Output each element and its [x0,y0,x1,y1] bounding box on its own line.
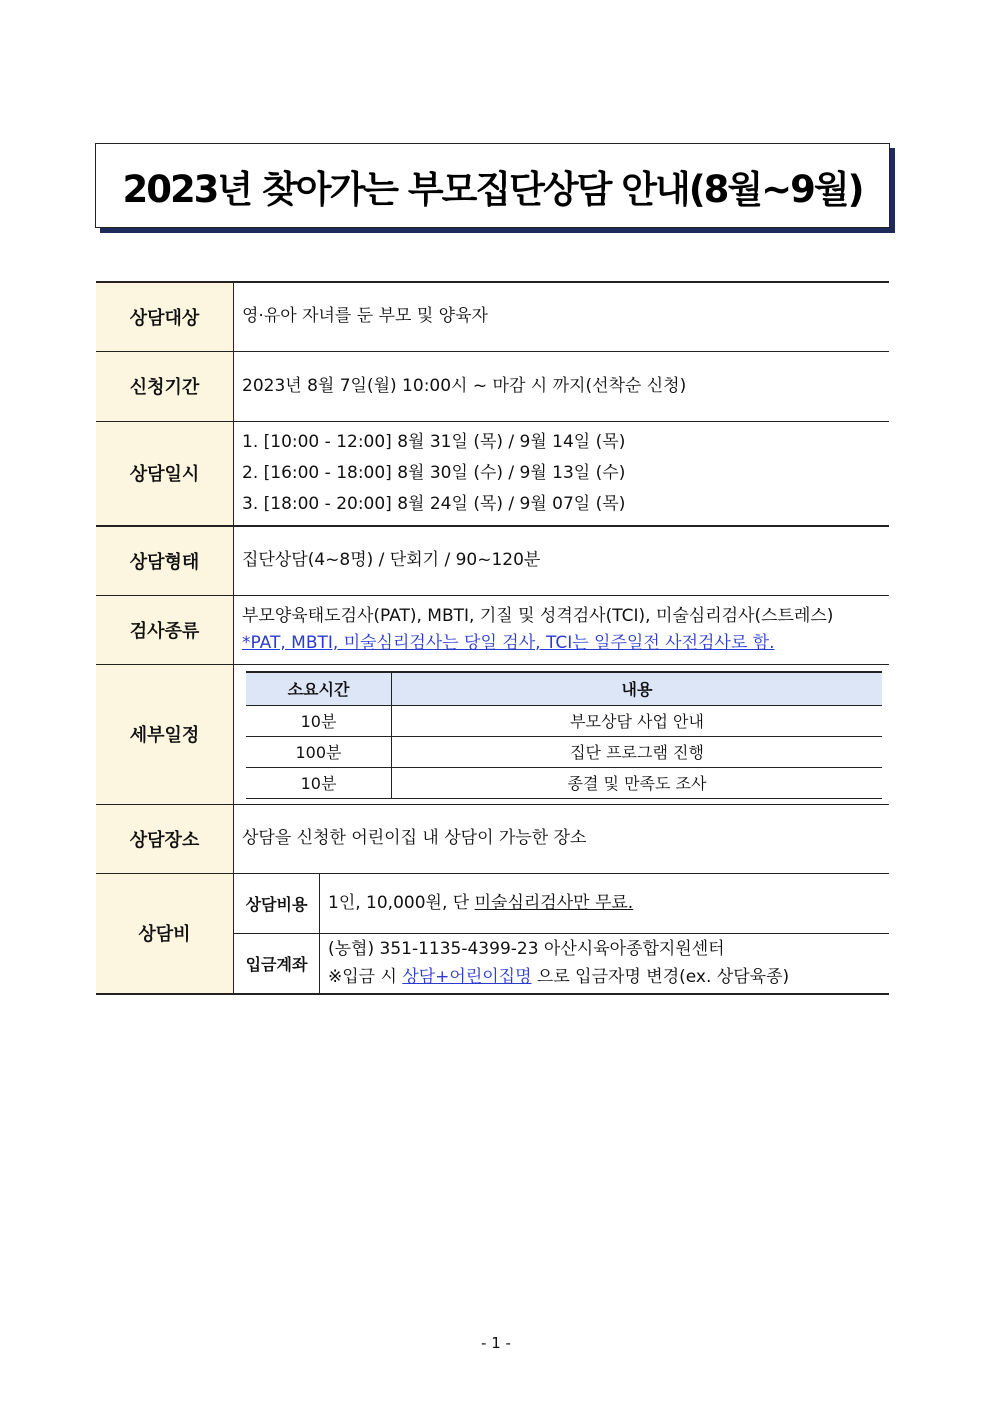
label-period: 신청기간 [96,351,234,421]
row-fee-cost [96,873,889,933]
tests-list: 부모양육태도검사(PAT), MBTI, 기질 및 성격검사(TCI), 미술심리검사(스트레스) [242,605,834,626]
label-fee-account: 입금계좌 [234,933,320,994]
value-schedule [234,421,890,526]
value-period: 2023년 8월 7일(월) 10:00시 ~ 마감 시 까지(선착순 신청) [234,351,890,421]
detail-row [246,705,882,736]
detail-content: 부모상담 사업 안내 [392,705,883,736]
detail-row [246,767,882,798]
account-note-suffix: 으로 입금자명 변경(ex. 상담육종) [531,967,790,988]
detail-header-time: 소요시간 [246,672,392,706]
row-period [96,351,889,421]
account-note-name: 상담+어린이집명 [402,967,532,988]
value-tests [234,595,890,664]
value-detail [234,664,890,804]
label-format: 상담형태 [96,526,234,595]
account-note [328,963,889,991]
schedule-line-2: 2. [16:00 - 18:00] 8월 30일 (수) / 9월 13일 (수) [242,462,626,483]
value-fee-cost [320,873,890,933]
label-fee: 상담비 [96,873,234,994]
detail-header-row [246,672,882,706]
label-fee-cost: 상담비용 [234,873,320,933]
detail-time: 10분 [246,705,392,736]
tests-note: *PAT, MBTI, 미술심리검사는 당일 검사, TCI는 일주일전 사전검사로 함. [242,632,775,653]
value-format: 집단상담(4~8명) / 단회기 / 90~120분 [234,526,890,595]
row-schedule [96,421,889,526]
label-schedule: 상담일시 [96,421,234,526]
detail-row [246,736,882,767]
page-number: - 1 - [481,1334,511,1352]
fee-cost-text: 1인, 10,000원, 단 [328,892,475,913]
page-title: 2023년 찾아가는 부모집단상담 안내(8월~9월) [95,143,890,228]
value-place: 상담을 신청한 어린이집 내 상담이 가능한 장소 [234,804,890,873]
account-line: (농협) 351-1135-4399-23 아산시육아종합지원센터 [328,939,725,960]
account-note-prefix: ※입금 시 [328,967,403,988]
schedule-line-3: 3. [18:00 - 20:00] 8월 24일 (목) / 9월 07일 (목) [242,493,626,514]
detail-time: 100분 [246,736,392,767]
row-format [96,526,889,595]
detail-content: 집단 프로그램 진행 [392,736,883,767]
label-place: 상담장소 [96,804,234,873]
detail-header-content: 내용 [392,672,883,706]
value-fee-account [320,933,890,994]
schedule-line-1: 1. [10:00 - 12:00] 8월 31일 (목) / 9월 14일 (목) [242,431,626,452]
row-tests [96,595,889,664]
detail-time: 10분 [246,767,392,798]
label-tests: 검사종류 [96,595,234,664]
detail-table [246,671,882,799]
value-target: 영·유아 자녀를 둔 부모 및 양육자 [234,282,890,351]
label-detail: 세부일정 [96,664,234,804]
info-table [96,281,889,995]
row-detail [96,664,889,804]
detail-content: 종결 및 만족도 조사 [392,767,883,798]
fee-free-note: 미술심리검사만 무료. [474,892,634,913]
label-target: 상담대상 [96,282,234,351]
row-place [96,804,889,873]
row-target [96,282,889,351]
